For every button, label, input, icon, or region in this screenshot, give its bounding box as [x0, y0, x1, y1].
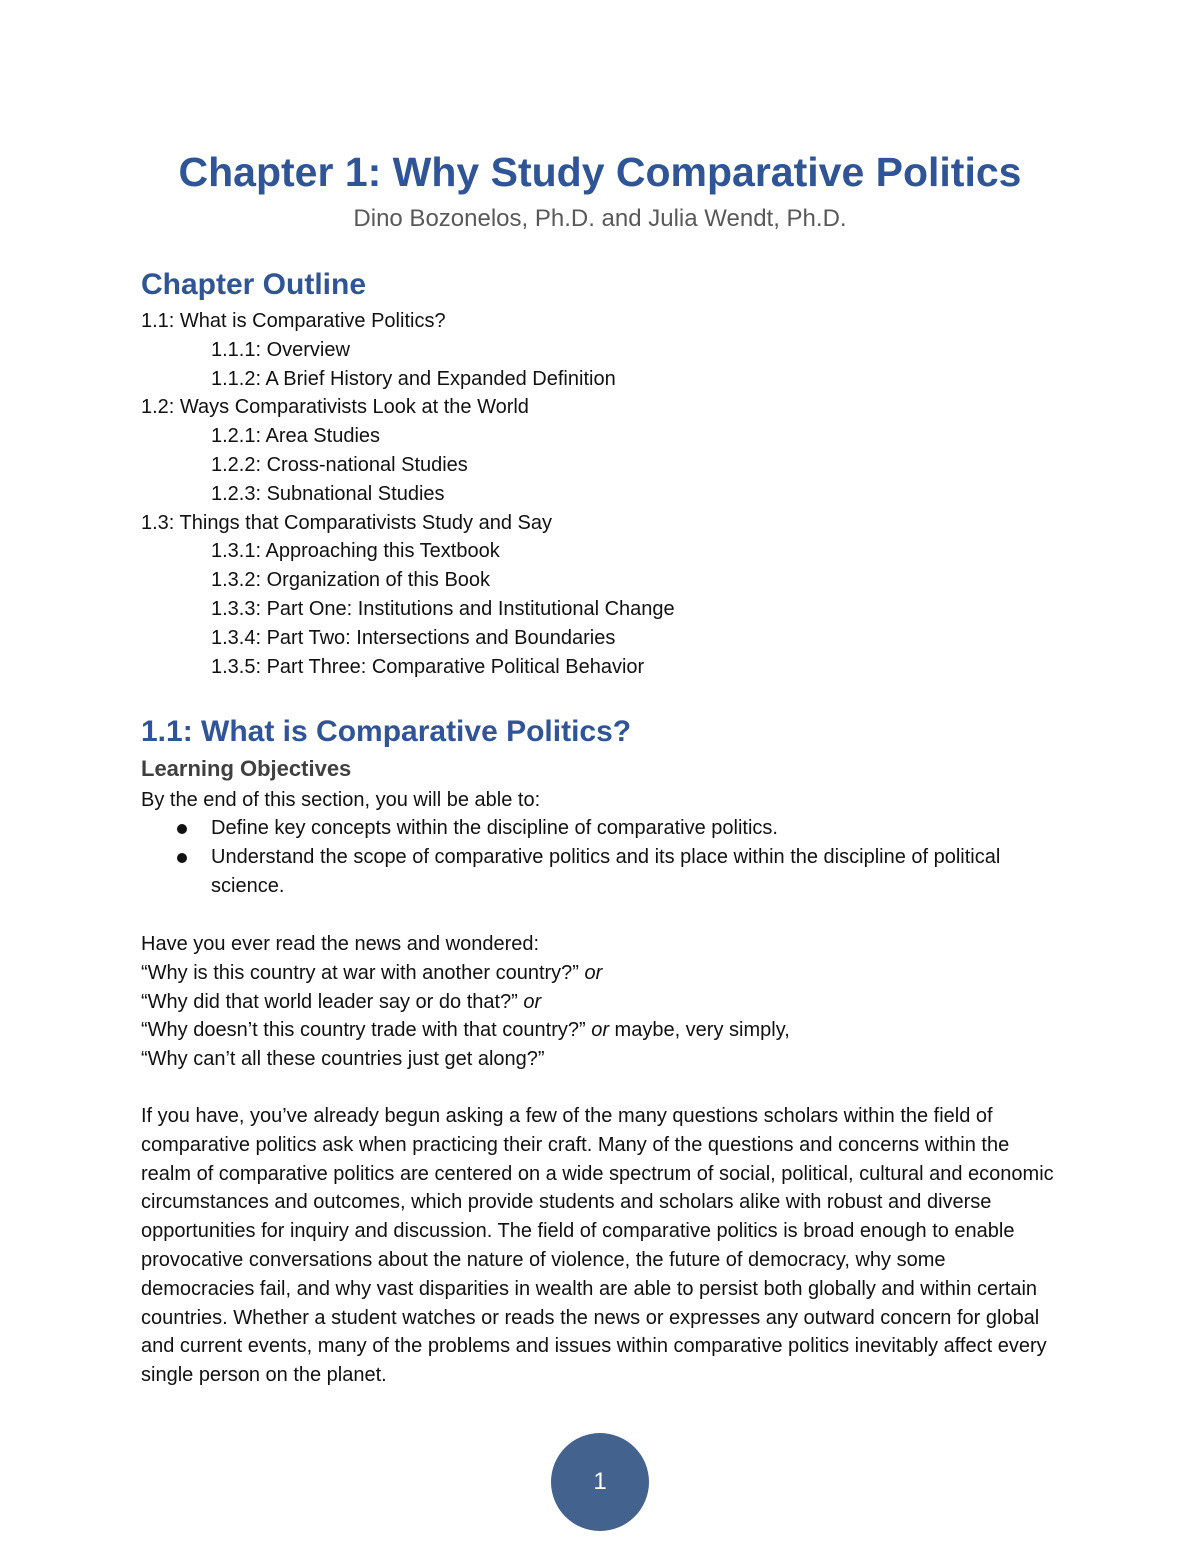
- question-quote: “Why is this country at war with another country?”: [141, 961, 579, 984]
- question-line: [141, 959, 1061, 988]
- questions-intro: Have you ever read the news and wondered:: [141, 933, 540, 955]
- body-paragraph: If you have, you’ve already begun asking a few of the many questions scholars within the field of comparative politics ask when practicing their craft. Many of the questions and concerns within the realm of comparative politics are centered on a wide spectrum of social, political, cultural and economic circumstances and outcomes, which provide students and scholars alike with robust and diverse opportunities for inquiry and discussion. The field of comparative politics is broad enough to enable provocative conversations about the nature of violence, the future of democracy, why some democracies fail, and why vast disparities in wealth are able to persist both globally and within certain countries. Whether a student watches or reads the news or expresses any outward concern for global and current events, many of the problems and issues within comparative politics inevitably affect every single person on the planet.: [141, 1105, 1054, 1387]
- chapter-outline-list: [141, 307, 1091, 681]
- bullet-icon: [177, 853, 187, 863]
- objectives-intro: By the end of this section, you will be able to:: [141, 789, 541, 811]
- outline-heading: Chapter Outline: [141, 268, 367, 301]
- section-heading: 1.1: What is Comparative Politics?: [141, 715, 632, 748]
- bullet-icon: [177, 824, 187, 834]
- question-connector: or: [517, 990, 542, 1013]
- question-line: [141, 1016, 1061, 1045]
- question-line: [141, 988, 1061, 1017]
- outline-subitem: 1.2.2: Cross-national Studies: [211, 453, 468, 476]
- learning-objectives-heading: Learning Objectives: [141, 756, 352, 781]
- outline-item: 1.2: Ways Comparativists Look at the World: [141, 396, 529, 419]
- objective-text: Define key concepts within the discipline of comparative politics.: [211, 817, 778, 839]
- question-tail: maybe, very simply,: [608, 1019, 790, 1042]
- outline-subitem: 1.3.1: Approaching this Textbook: [211, 540, 500, 563]
- outline-item: 1.3: Things that Comparativists Study and Say: [141, 511, 552, 534]
- question-connector: or: [585, 1019, 609, 1042]
- objectives-list: [141, 814, 1021, 900]
- question-quote: “Why did that world leader say or do that?”: [141, 990, 518, 1013]
- objective-text: Understand the scope of comparative politics and its place within the discipline of political science.: [211, 845, 1001, 897]
- outline-subitem: 1.1.1: Overview: [211, 338, 350, 361]
- question-connector: or: [578, 961, 603, 984]
- outline-subitem: 1.2.3: Subnational Studies: [211, 482, 445, 505]
- objective-item: [141, 814, 1021, 843]
- chapter-title: Chapter 1: Why Study Comparative Politics: [178, 149, 1022, 195]
- question-line: [141, 1045, 1061, 1074]
- question-quote: “Why doesn’t this country trade with that country?”: [141, 1019, 586, 1042]
- authors-line: Dino Bozonelos, Ph.D. and Julia Wendt, Ph.D.: [353, 205, 847, 232]
- outline-subitem: 1.3.2: Organization of this Book: [211, 569, 491, 592]
- outline-item: 1.1: What is Comparative Politics?: [141, 310, 446, 332]
- questions-block: [141, 930, 1061, 1074]
- outline-subitem: 1.3.3: Part One: Institutions and Institutional Change: [211, 597, 675, 620]
- question-quote: “Why can’t all these countries just get along?”: [141, 1048, 545, 1071]
- page-number-badge: 1: [551, 1433, 649, 1531]
- outline-subitem: 1.1.2: A Brief History and Expanded Definition: [211, 367, 616, 390]
- outline-subitem: 1.3.4: Part Two: Intersections and Boundaries: [211, 626, 616, 649]
- outline-subitem: 1.2.1: Area Studies: [211, 425, 381, 448]
- outline-subitem: 1.3.5: Part Three: Comparative Political Behavior: [211, 655, 645, 678]
- objective-item: [141, 843, 1021, 901]
